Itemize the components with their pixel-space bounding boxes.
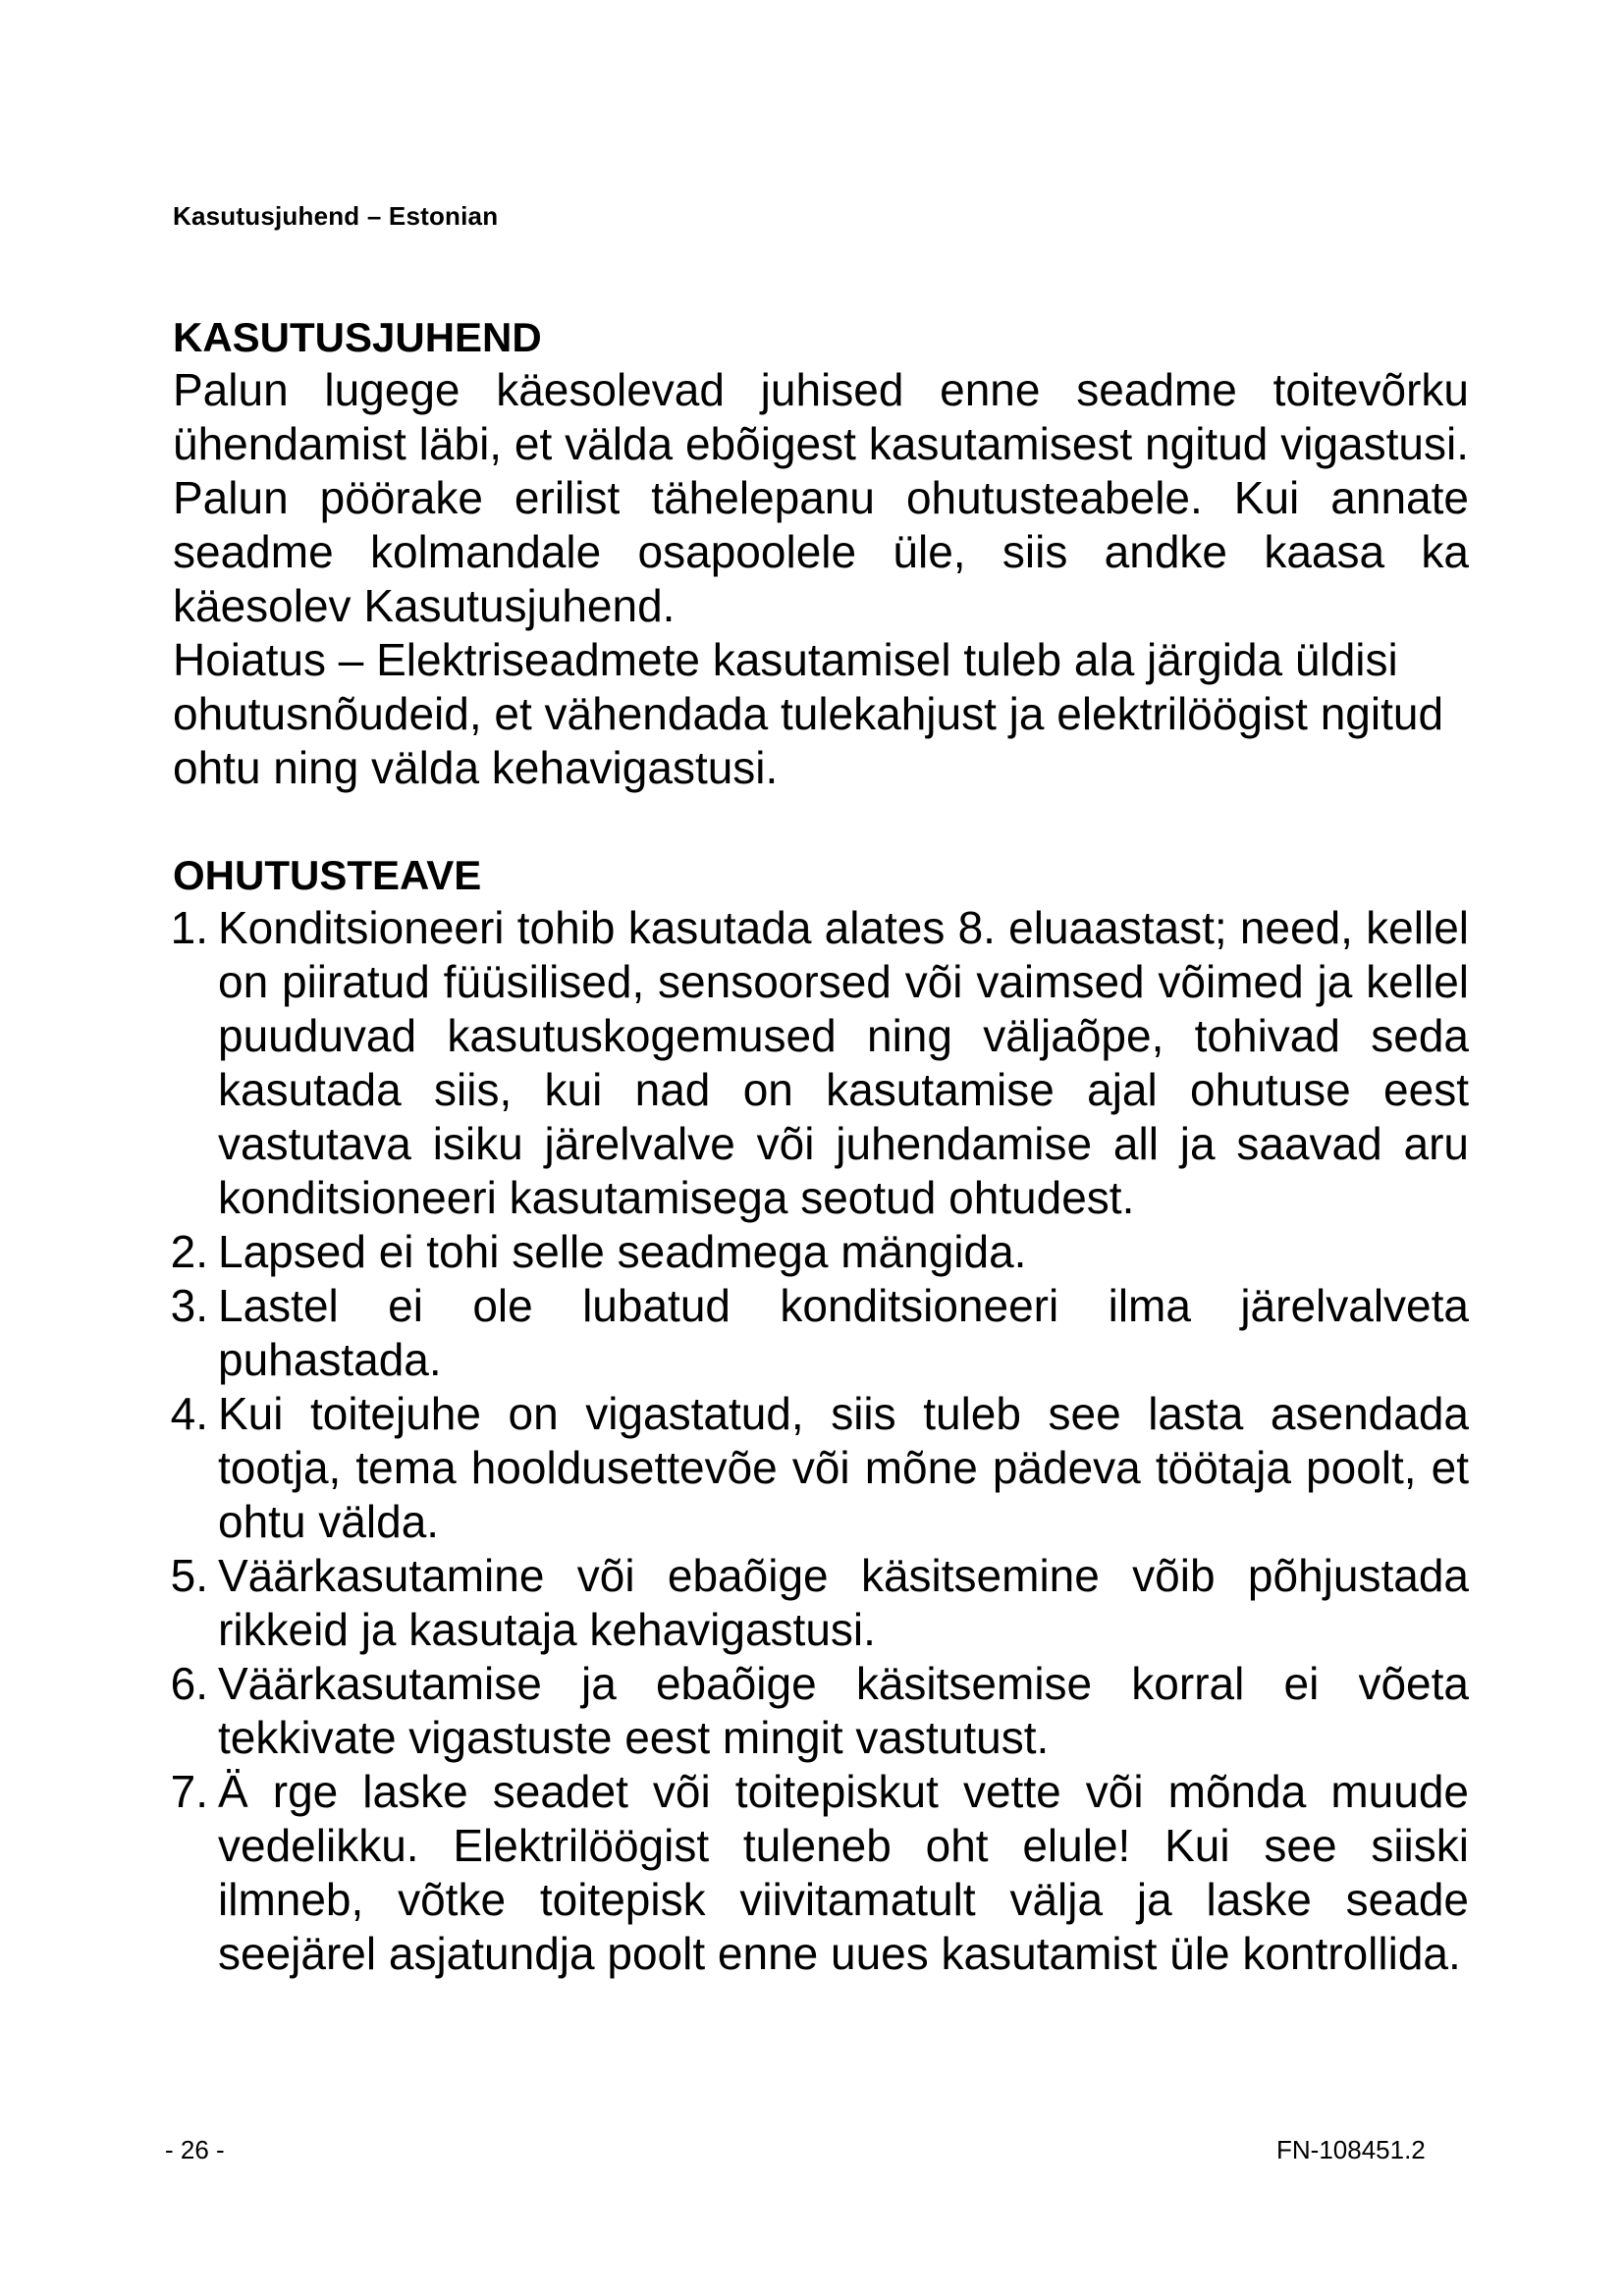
- document-code: FN-108451.2: [1276, 2135, 1426, 2164]
- list-item-text: Väärkasutamine või ebaõige käsitsemine võib põhjustada rikkeid ja kasutaja kehavigastusi.: [218, 1550, 1469, 1655]
- list-item-text: Kui toitejuhe on vigastatud, siis tuleb see lasta asendada tootja, tema hooldusettevõe või mõne pädeva töötaja poolt, et ohtu välda.: [218, 1388, 1469, 1547]
- intro-paragraph: Palun lugege käesolevad juhised enne seadme toitevõrku ühendamist läbi, et välda ebõigest kasutamisest ngitud vigastusi. Palun pöörake erilist tähelepanu ohutusteabele. Kui annate seadme kolmandale osapoolele üle, siis andke kaasa ka käesolev Kasutusjuhend.: [173, 364, 1469, 631]
- list-item-text: Väärkasutamise ja ebaõige käsitsemise korral ei võeta tekkivate vigastuste eest mingit vastutust.: [218, 1658, 1469, 1763]
- section-spacer: [173, 795, 1469, 850]
- page-number: - 26 -: [165, 2135, 225, 2164]
- list-item: [170, 1225, 1469, 1279]
- list-item-text: Lastel ei ole lubatud konditsioneeri ilma järelvalveta puhastada.: [218, 1280, 1469, 1385]
- list-item: [170, 1387, 1469, 1549]
- list-item: [170, 1657, 1469, 1765]
- list-item-number: 6.: [170, 1658, 208, 1709]
- list-item-number: 1.: [170, 902, 208, 953]
- list-item-number: 7.: [170, 1766, 208, 1817]
- list-item: [170, 1549, 1469, 1657]
- list-item-number: 3.: [170, 1280, 208, 1331]
- list-item-text: Konditsioneeri tohib kasutada alates 8. eluaastast; need, kellel on piiratud füüsilised, sensoorsed või vaimsed võimed ja kellel puuduvad kasutuskogemused ning väljaõpe, tohivad seda kasutada siis, kui nad on kasutamise ajal ohutuse eest vastutava isiku järelvalve või juhendamise all ja saavad aru konditsioneeri kasutamisega seotud ohtudest.: [218, 902, 1469, 1223]
- warning-paragraph: Hoiatus – Elektriseadmete kasutamisel tuleb ala järgida üldisi ohutusnõudeid, et vähendada tulekahjust ja elektrilöögist ngitud ohtu ning välda kehavigastusi.: [173, 634, 1444, 793]
- list-item-number: 4.: [170, 1388, 208, 1439]
- running-header: Kasutusjuhend – Estonian: [173, 201, 499, 231]
- list-item: [170, 1279, 1469, 1387]
- list-item: [170, 1765, 1469, 1981]
- intro-title: KASUTUSJUHEND: [173, 314, 542, 360]
- list-item-number: 5.: [170, 1550, 208, 1601]
- list-item-number: 2.: [170, 1226, 208, 1277]
- list-item-text: Ä rge laske seadet või toitepiskut vette või mõnda muude vedelikku. Elektrilöögist tuleneb oht elule! Kui see siiski ilmneb, võtke toitepisk viivitamatult välja ja laske seade seejärel asjatundja poolt enne uues kasutamist üle kontrollida.: [218, 1766, 1469, 1979]
- main-content: [170, 312, 1469, 1981]
- safety-title: OHUTUSTEAVE: [173, 852, 482, 898]
- list-item-text: Lapsed ei tohi selle seadmega mängida.: [218, 1226, 1027, 1277]
- safety-list: [170, 901, 1469, 1981]
- list-item: [170, 901, 1469, 1225]
